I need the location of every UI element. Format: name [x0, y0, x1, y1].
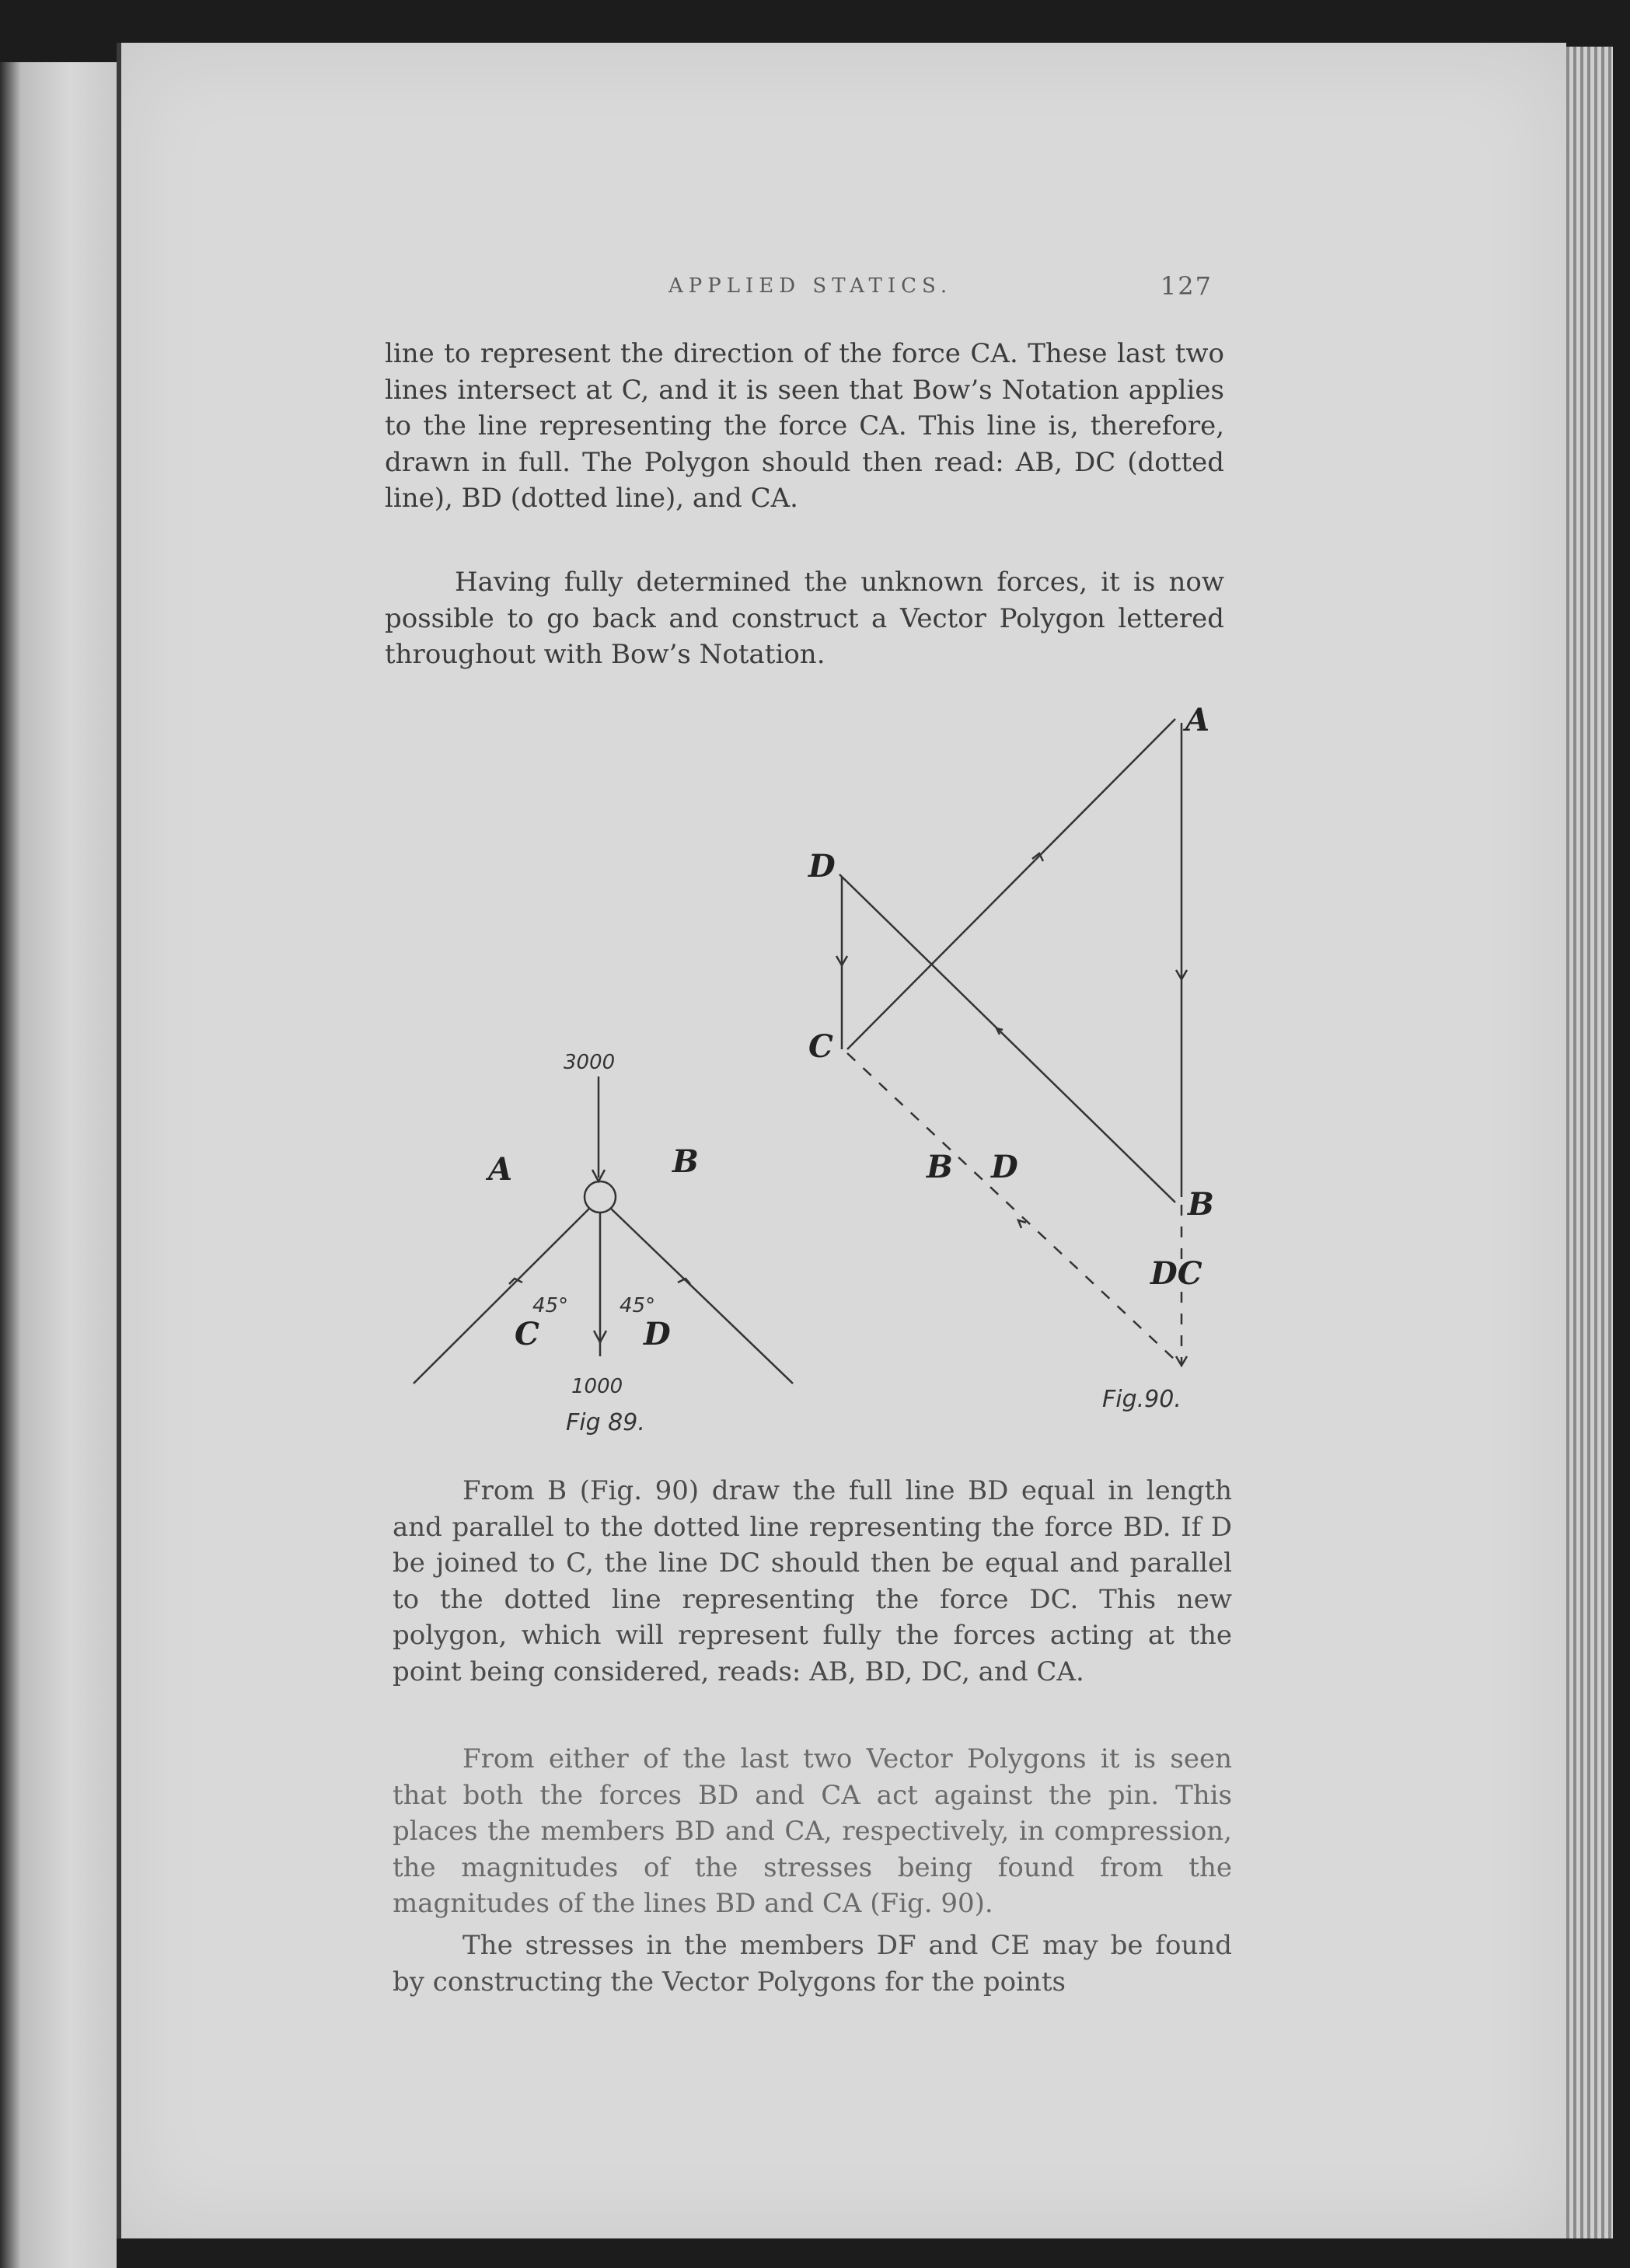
fig-90-label-d: D — [808, 848, 836, 885]
fig-89-label-b: B — [672, 1143, 699, 1180]
fig-89-top-load: 3000 — [564, 1051, 616, 1074]
fig-90-caption: Fig.90. — [1102, 1386, 1181, 1413]
paragraph-4: From either of the last two Vector Polygons it is seen that both the forces BD and CA act against the pin. This places the members BD and CA, respectively, in compression, the magnitudes of the stresses being found from the magnitudes of the lines BD and CA (Fig. 90). — [393, 1743, 1232, 1919]
book-gutter — [117, 43, 121, 2238]
fig-89-angle-right: 45° — [620, 1294, 656, 1317]
fig-89-label-d: D — [644, 1316, 671, 1352]
figures — [389, 684, 1244, 1461]
paragraph-5: The stresses in the members DF and CE may be found by constructing the Vector Polygons for the points — [393, 1930, 1232, 1998]
pin-joint — [585, 1181, 616, 1213]
fig-90-label-a: A — [1185, 702, 1210, 738]
fig-90-dash-label-d: D — [991, 1149, 1018, 1185]
running-title: APPLIED STATICS. — [668, 274, 953, 298]
fig-89-label-c: C — [515, 1316, 539, 1352]
fig-90-label-dc: DC — [1150, 1255, 1202, 1292]
dotted-line-bd — [847, 1053, 1175, 1360]
figure-drawing — [389, 684, 1244, 1461]
fig-89-caption: Fig 89. — [566, 1409, 645, 1436]
fig-89-bottom-load: 1000 — [571, 1375, 623, 1398]
running-head — [257, 268, 1213, 307]
page-stack-edge — [1566, 47, 1613, 2238]
fig-89-label-a: A — [488, 1151, 513, 1188]
fig-89-angle-left: 45° — [532, 1294, 569, 1317]
line-ca — [847, 719, 1175, 1049]
paragraph-1: line to represent the direction of the force CA. These last two lines intersect at C, and it is seen that Bow’s Notation applies to the line representing the force CA. This line is, therefore, drawn in full. The Polygon should then read: AB, DC (dotted line), BD (dotted line), and CA. — [385, 338, 1224, 514]
page-number: 127 — [1160, 271, 1213, 301]
fig-90-label-c: C — [808, 1028, 833, 1065]
fig-89-force-diagram — [414, 1076, 793, 1383]
bd-arrowhead — [678, 1279, 690, 1284]
fig-90-label-b: B — [1188, 1186, 1214, 1223]
dotted-bd-arrow — [1018, 1220, 1026, 1228]
paragraph-2: Having fully determined the unknown forces, it is now possible to go back and construct a Vector Polygon lettered throughout with Bow’s Notation. — [385, 567, 1224, 670]
fig-90-dash-label-b: B — [927, 1149, 953, 1185]
fig-90-vector-polygon — [836, 719, 1187, 1366]
paragraph-3: From B (Fig. 90) draw the full line BD equal in length and parallel to the dotted line representing the force BD. If D be joined to C, the line DC should then be equal and parallel to the dotted line representing the force DC. This new polygon, which will represent fully the forces acting at the point being considered, reads: AB, BD, DC, and CA. — [393, 1475, 1232, 1687]
left-page-edge — [0, 62, 117, 2268]
